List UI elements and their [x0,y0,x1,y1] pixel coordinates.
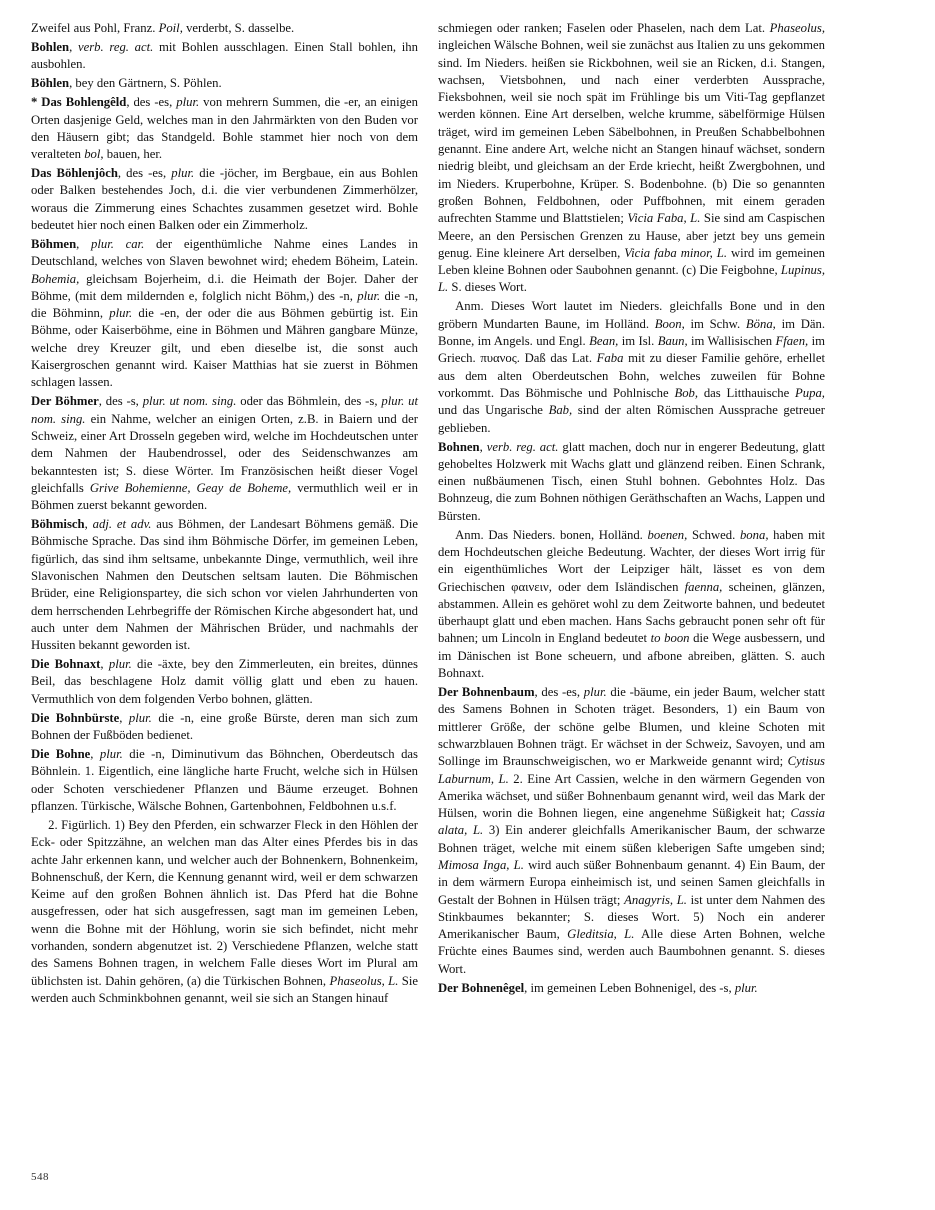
entry-text: , des -es, [534,685,584,700]
italic-text: plur. [176,95,200,110]
entry-text: oder das Böhmlein, des -s, [236,394,382,409]
entry-text: , bey den Gärtnern, S. Pöhlen. [69,76,222,91]
italic-text: Faba [596,351,624,366]
entry-text: , [69,39,78,54]
italic-text: plur. [583,685,607,700]
entry-text: scheinen, glänzen, abstammen. Allein es gehöret wohl zu dem Zeitworte bahnen, und bedeutet überhaupt glatt und eben machen. Hans Sachs gebraucht ponen sehr oft für bahnen; um Lincoln in England bedeutet [438,579,825,646]
italic-text: faenna, [684,579,723,594]
italic-text: Grive Bohemienne, Geay de Boheme, [89,480,292,495]
italic-text: plur. [734,980,758,995]
entry-text: die -n, die Böhminn, [31,288,419,321]
entry-text: ein Nahme, welcher an einigen Orten, z.B. in Baiern und der Schweiz, einer Art Drosseln gegeben wird, welche im Hochdeutschen unter dem Nahmen der Haubendrossel, oder des Seidenschwanzes am bekanntesten ist; S. diese Wörter. Im Französischen heißt dieser Vogel gleichfalls [31,411,418,495]
italic-text: Bab, [548,403,573,418]
entry-text: S. dieses Wort. [448,280,527,295]
italic-text: plur. ut nom. sing. [142,394,237,409]
italic-text: Pupa, [795,385,825,400]
italic-text: Boon, [654,316,685,331]
entry-bohlen-verb [31,39,418,74]
italic-text: verb. reg. act. [486,439,559,454]
italic-text: Lupinus, L. [438,263,825,295]
entry-bohnen-verb [438,439,825,525]
italic-text: Vicia Faba, L. [627,211,701,226]
italic-text: bol, [84,147,104,162]
italic-text: boenen, [647,527,688,542]
entry-text: die -n, Diminutivum das Böhnchen, Oberdeutsch das Böhnlein. 1. Eigentlich, eine längliche harte Frucht, welche sich in Hülsen oder Schoten verschiedener Pflanzen und Bäume erzeuget. Bohnen pflanzen. Türkische, Wälsche Bohnen, Gartenbohnen, Feldbohnen u.s.f. [31,747,418,813]
entry-boehmen [31,236,418,392]
entry-text: 2. Eine Art Cassien, welche in den wärmern Gegenden von Amerika wächset, und süßer Bohnenbaum genannt wird, weil das Mark der Hülsen, worin die Bohnen liegen, eine angenehme Süßigkeit hat; [438,771,825,821]
entry-text: aus Böhmen, der Landesart Böhmens gemäß. Die Böhmische Sprache. Das sind ihm Böhmische Dörfer, im gemeinen Leben, figürlich, das sind ihm seltsame, unbekannte Dinge, vermuthlich, weil ihre Slavonischen Nahmen den Deutschen seltsam lauten. Die Böhmischen Brüder, eine Religionspartey, die sich schon vor vielen Jahrhunderten von dem herrschenden Lehrbegriffe der Römischen Kirche abgesondert hat, und auch unter dem Nahmen der Mährischen Brüder, und nachmahls der Hussiten bekannt geworden ist. [31,517,418,653]
italic-text: plur. ut nom. sing. [31,394,419,426]
page-number: 548 [31,1171,49,1183]
entry-text: gleichsam Bojerheim, d.i. die Heimath der Bojer. Daher der Böhme, (mit dem mildernden e, folglich nicht Böhm,) des -n, [31,271,418,303]
entry-text: von mehrern Summen, die -er, an einigen Orten dasjenige Geld, welches man in den Jahrmärkten von den Buden vor den Häusern gibt; das Standgeld. Bohle stammet hier noch von dem veralteten [31,95,418,162]
entry-text: mit Bohlen ausschlagen. Einen Stall bohlen, ihn ausbohlen. [31,39,418,72]
entry-bohnenegel [438,980,825,997]
right-column [438,20,825,999]
entry-text: der eigenthümliche Nahme eines Landes in Deutschland, welches von Slaven bewohnet wird; ehedem Böheim, Latein. [31,237,418,269]
entry-boehmer [31,393,418,514]
entry-text: die -n, eine große Bürste, deren man sich zum Bohnen der Fußböden bedienet. [31,710,419,743]
entry-text: wird im gemeinen Leben kleine Bohnen oder Saubohnen genannt. (c) Die Feigbohne, [438,245,825,278]
entry-pohl [31,20,418,37]
italic-text: Bohemia, [31,271,80,286]
entry-text: ingleichen Wälsche Bohnen, weil sie zunächst aus Italien zu uns gekommen sind. Im Nieders. heißen sie Rickbohnen, weil sie an Ricken, d.i. Stangen, wachsen, Vietsbohnen, und nach einer verderbten Aussprache, Fieksbohnen, weil sie noch spät im Frühlinge bis um Viti-Tag gepflanzet werden können. Eine Art derselben, welche krumme, säbelförmige Hülsen träget, wird im gemeinen Leben Säbelbohnen, in Preußen Schabbelbohnen genannt. Eine andere Art, welche nicht an Stangen hinauf wächset, sondern niedrig bleibt, und gleichsam an der Erde kriecht, heißt Zwergbohnen, und im Nieders. Kruperbohne, Krüper. S. Bodenbohne. (b) Die so genannten großen Bohnen, Feldbohnen, oder Puffbohnen, mit einem geraden aufrechten Stamme und Blattstielen; [438,38,825,226]
headword: Böhmisch [31,517,85,532]
entry-text: 2. Figürlich. 1) Bey den Pferden, ein schwarzer Fleck in den Höhlen der Eck- oder Spitzzähne, an welchen man das Alter eines Pferdes bis in das achte Jahr erkennen kann, und welcher auch der Bohnenkern, Bohnenkeim, Bohnenschuß, der Kern, die Kennung genannt wird, weil er dem schwarzen Keime auf den großen Bohnen ähnlich ist. Das Pferd hat die Bohne ausgefressen, oder hat sich ausgefressen, sagt man im gemeinen Leben, wenn die Bohne mit der Höhlung, worin sie sich befindet, nicht mehr vorhanden, sondern abgenutzet ist. 2) Verschiedene Pflanzen, welche statt des Samens Bohnen tragen, in welchem Falle dieses Wort im Plural am üblichsten ist. Dahin gehören, (a) die Türkischen Bohnen, [31,817,418,988]
entry-text: verderbt, S. dasselbe. [182,21,295,35]
entry-boehmisch [31,516,418,654]
italic-text: Poil, [158,21,183,35]
italic-text: Bob, [674,385,699,400]
entry-text: vermuthlich weil er in Böhmen zuerst bekannt geworden. [31,480,418,513]
entry-text: , [76,237,91,251]
italic-text: Mimosa Inga, L. [438,858,524,872]
italic-text: plur. [99,747,123,762]
headword: Die Bohnaxt [31,657,101,672]
italic-text: Phaseolus, L. [329,973,399,988]
headword: Der Bohnenêgel [438,980,525,995]
italic-text: verb. reg. act. [77,39,154,54]
italic-text: Vicia faba minor, L. [624,245,727,260]
entry-text: glatt machen, doch nur in engerer Bedeutung, glatt gehobeltes Holzwerk mit Wachs glatt und glänzend reiben. Einen Schrank, einen nußbäumenen Tisch, einen Stuhl bohnen. Gebohntes Holz. Das Bohnzeug, die zum Bohnen nöthigen Geräthschaften an Wachs, Lappen und Bürsten. [438,439,825,523]
entry-text: schmiegen oder ranken; Faselen oder Phaselen, nach dem Lat. [438,21,770,35]
italic-text: plur. [357,288,381,303]
headword: Der Bohnenbaum [438,685,535,700]
headword: Die Bohne [31,747,91,762]
entry-text: das Litthauische [698,385,796,400]
entry-text: Sie werden auch Schminkbohnen genannt, weil sie sich an Stangen hinauf [31,973,418,1005]
italic-text: plur. [108,657,132,672]
headword: Das Böhlenjôch [31,166,118,181]
italic-text: Phaseolus, [769,21,825,35]
entry-text: im Schw. [684,316,746,331]
entry-text: , [100,657,109,672]
entry-bohlen-gaertnern [31,75,418,92]
entry-bohne [31,746,418,815]
entry-text: im Griech. πυανος. Daß das Lat. [438,334,825,366]
entry-bohnaxt [31,656,418,708]
entry-text: bauen, her. [103,147,163,162]
headword: Bohlen [31,39,70,54]
entry-bohnenbaum [438,684,825,978]
entry-text: , im gemeinen Leben Bohnenigel, des -s, [524,980,735,995]
italic-text: plur. [171,166,195,181]
italic-text: adj. et adv. [92,517,152,532]
entry-bohlengeld [31,94,418,163]
entry-boehlenjoch [31,165,418,234]
italic-text: plur. car. [90,237,145,251]
italic-text: bona, [739,527,769,542]
entry-bohnbuerste [31,710,418,745]
entry-text: ist unter dem Nahmen des Stinkbaumes bekannter; S. dieses Wort. 5) Noch ein anderer Amerikanischer Baum, [438,892,826,942]
italic-text: Ffaen, [775,334,809,349]
entry-text: die -en, der oder die aus Böhmen gebürtig ist. Ein Böhme, oder Kaiserböhme, eine in Böhmen und Mähren gangbare Münze, welche drey Kreuzer gilt, und eben dieselbe ist, die sonst auch Kaisergroschen genannt wird. Kaiser Matthias hat sie zuerst in Böhmen schlagen lassen. [31,306,418,390]
entry-text: Anm. Dieses Wort lautet im Nieders. gleichfalls Bone und in den gröbern Mundarten Baune, im Holländ. [438,299,825,331]
entry-text: Zweifel aus Pohl, Franz. [31,21,159,35]
entry-text: die -jöcher, im Bergbaue, ein aus Bohlen oder Balken bestehendes Joch, d.i. die vier verbundenen Zimmerhölzer, woraus die Zimmerung eines Schachtes zusammen gesetzet wird. Bohle bedeutet hier noch einen Balken oder ein Zimmerholz. [31,166,418,233]
entry-text: Sie sind am Caspischen Meere, an den Persischen Grenzen zu Hause, aber jetzt bey uns gemein genug. Eine kleinere Art derselben, [438,211,826,260]
headword: Böhlen [31,76,70,91]
entry-text: , [84,517,93,532]
entry-text: , [479,439,487,454]
entry-text: haben mit dem Hochdeutschen gleiche Bedeutung. Wachter, der dieses Wort irrig für ein eigenthümliches Wort der Leipziger hält, lässet es von dem Griechischen φαινειν, oder dem Isländischen [438,527,826,594]
entry-text: wird auch süßer Bohnenbaum genannt. 4) Ein Baum, der in dem wärmern Europa einheimisch ist, und seinen Samen gleichfalls in Gestalt der Bohnen in Hülsen trägt; [438,858,825,907]
entry-text: mit zu dieser Familie gehöre, erhellet aus dem alten Oberdeutschen Bohn, welches zuweilen für Bohne vorkommt. Das Böhmische und Pohlnische [438,351,825,400]
left-column [31,20,418,1009]
italic-text: plur. [109,306,133,321]
headword: Die Bohnbürste [31,710,120,725]
entry-text: die -äxte, bey den Zimmerleuten, ein breites, dünnes Beil, das beschlagene Holz damit völlig glatt und eben zu hauen. Vermuthlich von dem folgenden Verbo bohnen, glätten. [31,657,418,706]
entry-text: Anm. Das Nieders. bonen, Holländ. [455,527,648,542]
entry-text: und das Ungarische [438,403,549,418]
headword: Bohnen [438,439,480,454]
entry-text: , [90,747,100,762]
entry-text: 3) Ein anderer gleichfalls Amerikanischer Baum, der schwarze Bohnen träget, welche mit einem süßen kleberigen Safte umgeben sind; [438,823,826,855]
entry-text: die -bäume, ein jeder Baum, welcher statt des Samens Bohnen in Schoten träget. Besonders, 1) ein Baum von mittlerer Größe, der schöne gelbe Blumen, und kleine Schoten mit schwarzblauen Bohnen trägt. Er wächset in der Schweiz, Savoyen, und am Sollinge im Braunschweigischen, wo er Markweide genannt wird; [438,685,825,769]
headword: Böhmen [31,237,77,251]
entry-text: sind der alten Römischen Aussprache getreuer geblieben. [438,403,825,435]
italic-text: Gleditsia, L. [567,927,635,942]
italic-text: Cassia alata, L. [438,806,825,838]
italic-text: Anagyris, L. [624,892,687,907]
entry-text: im Wallisischen [687,334,776,349]
italic-text: plur. [128,710,152,725]
entry-text: im Dän. Bonne, im Angels. und Engl. [438,316,825,349]
entry-bohne-cont [438,20,825,297]
italic-text: Bean, [589,334,619,349]
entry-text: , des -s, [98,394,143,409]
entry-text: , des -es, [117,166,172,181]
headword: * Das Bohlengêld [31,95,127,110]
entry-text: im Isl. [618,334,658,349]
entry-text: Alle diese Arten Bohnen, welche Früchte eines Baumes sind, werden auch Baumbohnen genannt. S. dieses Wort. [438,927,825,976]
entry-text: , [119,710,129,725]
entry-text: die Wege ausbessern, und im Dänischen ist Bone scheuern, und afbone abreiben, glätten. S. auch Bohnaxt. [438,631,825,681]
italic-text: to boon [650,631,690,646]
italic-text: Cytisus Laburnum, L. [438,754,825,786]
entry-text: Schwed. [687,527,740,542]
entry-anm-bohnen [438,527,825,683]
italic-text: Baun, [657,334,688,349]
headword: Der Böhmer [31,394,99,409]
entry-bohne-2 [31,817,418,1007]
italic-text: Böna, [745,316,776,331]
entry-text: , des -es, [126,95,177,110]
entry-anm-bohne [438,298,825,436]
